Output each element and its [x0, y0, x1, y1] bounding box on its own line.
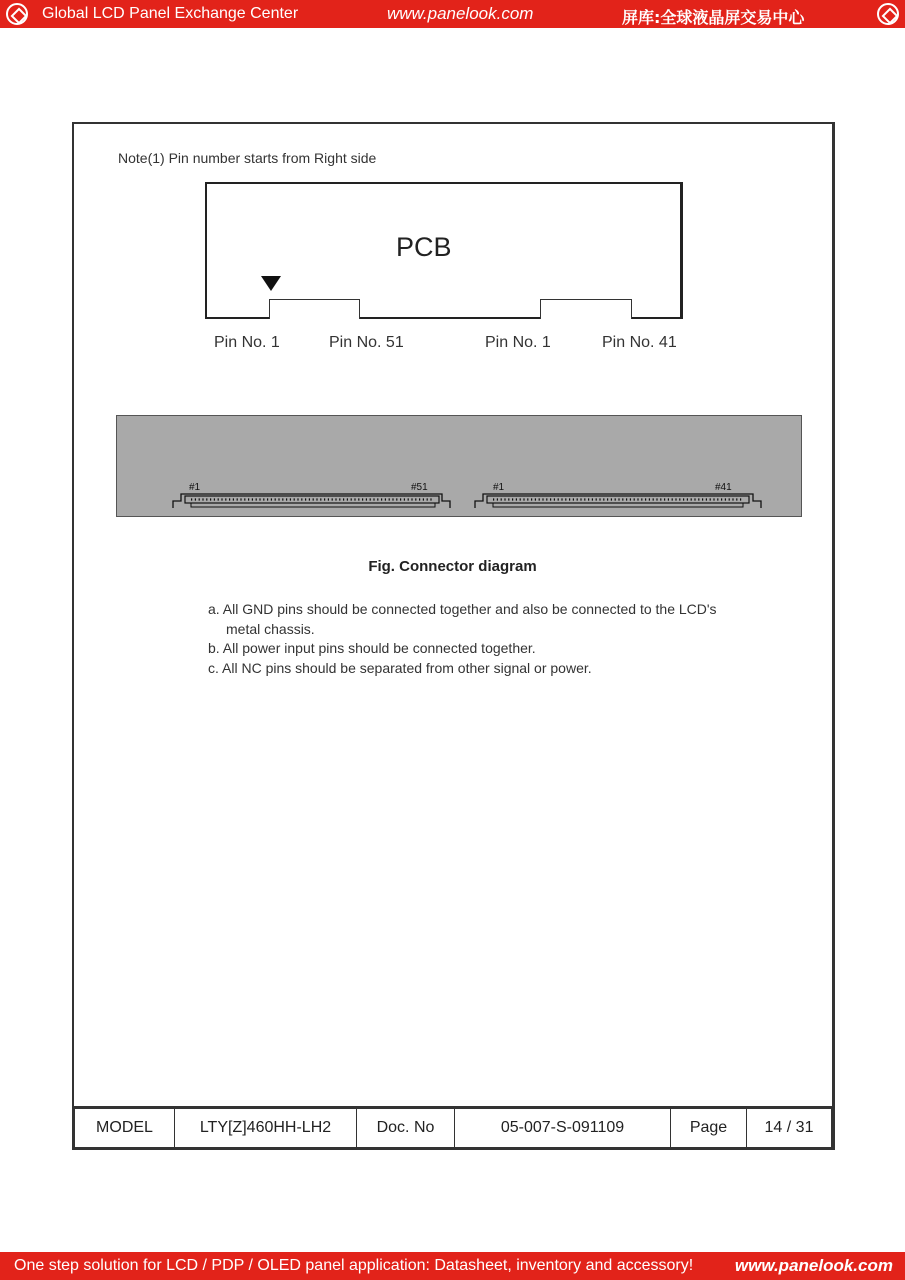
bottom-url-link[interactable]: www.panelook.com [734, 1256, 893, 1275]
note-item: a. All GND pins should be connected together and also be connected to the LCD's [208, 601, 717, 617]
connector-tab-41pin [540, 299, 632, 319]
panelook-logo-icon [6, 3, 28, 25]
note-item: c. All NC pins should be separated from other signal or power. [208, 659, 592, 676]
pin-label: Pin No. 41 [602, 334, 677, 351]
page-value: 14 / 31 [764, 1119, 814, 1136]
top-banner [0, 0, 905, 28]
connector-pin-mark: #51 [411, 482, 428, 493]
pin-label: Pin No. 51 [329, 334, 404, 351]
pcb-label: PCB [396, 232, 452, 262]
connector-pin-mark: #41 [715, 482, 732, 493]
pin-note: Note(1) Pin number starts from Right side [118, 150, 377, 166]
note-item: metal chassis. [226, 620, 315, 637]
pin-one-marker-icon [261, 276, 281, 291]
banner-url-link[interactable]: www.panelook.com [387, 4, 534, 23]
banner-title: Global LCD Panel Exchange Center [42, 5, 299, 22]
note-item: b. All power input pins should be connected together. [208, 640, 536, 656]
bottom-banner [0, 1252, 905, 1280]
doc-value: 05-007-S-091109 [455, 1109, 671, 1147]
connector-pin-mark: #1 [493, 482, 505, 493]
doc-label: Doc. No [357, 1109, 455, 1147]
connector-drawing [117, 416, 803, 518]
figure-caption: Fig. Connector diagram [368, 558, 537, 575]
connector-tab-51pin [269, 299, 360, 319]
connector-photo [116, 415, 802, 517]
pin-label: Pin No. 1 [214, 334, 280, 351]
panelook-logo-icon [877, 3, 899, 25]
document-footer-table [72, 1106, 834, 1150]
model-label: MODEL [75, 1109, 175, 1147]
connector-pin-mark: #1 [189, 482, 201, 493]
banner-slogan: One step solution for LCD / PDP / OLED panel application: Datasheet, inventory and accessory! [14, 1257, 694, 1274]
model-value: LTY[Z]460HH-LH2 [175, 1109, 357, 1147]
connection-notes [208, 600, 717, 678]
page-label: Page [671, 1109, 747, 1147]
pin-label: Pin No. 1 [485, 334, 551, 351]
banner-chinese-title: 屏库:全球液晶屏交易中心 [622, 8, 805, 27]
